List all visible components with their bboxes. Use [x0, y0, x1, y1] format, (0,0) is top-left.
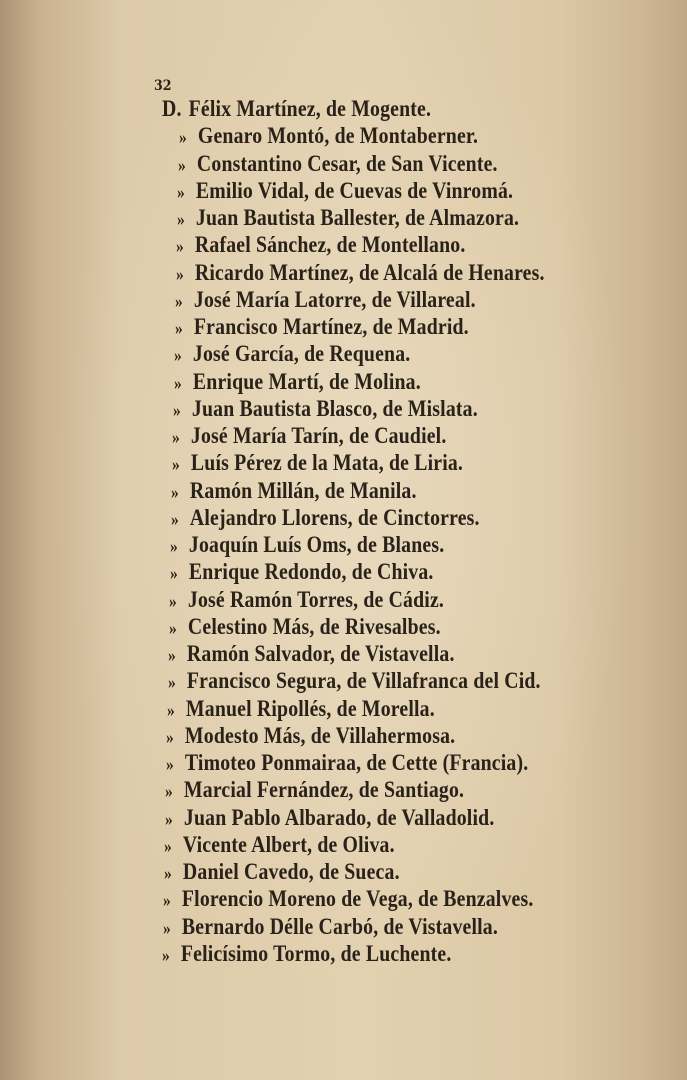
ditto-mark: »	[168, 617, 177, 638]
list-item	[178, 151, 498, 178]
list-item	[165, 777, 464, 804]
page-number: 32	[154, 78, 172, 94]
ditto-mark: »	[169, 563, 178, 584]
ditto-mark: »	[165, 754, 174, 774]
entry-text: Juan Pablo Albarado, de Valladolid.	[183, 804, 495, 830]
entry-text: Felicísimo Tormo, de Luchente.	[180, 940, 452, 966]
ditto-mark: »	[176, 236, 185, 257]
ditto-mark: »	[167, 672, 176, 693]
entry-text: Francisco Martínez, de Madrid.	[193, 314, 469, 339]
ditto-mark: »	[172, 427, 181, 447]
entry-text: Enrique Redondo, de Chiva.	[188, 559, 434, 585]
entry-text: Florencio Moreno de Vega, de Benzalves.	[182, 886, 534, 912]
ditto-mark: »	[174, 345, 183, 366]
ditto-mark: »	[162, 917, 171, 938]
ditto-mark: »	[170, 536, 179, 556]
entry-text: Enrique Martí, de Molina.	[192, 368, 421, 394]
entry-text: Marcial Fernández, de Santiago.	[184, 777, 465, 803]
list-item	[174, 369, 421, 396]
entry-text: Alejandro Llorens, de Cinctorres.	[189, 504, 480, 530]
entry-text: Ramón Salvador, de Vistavella.	[186, 641, 455, 666]
ditto-mark: »	[173, 399, 181, 420]
entry-text: Francisco Segura, de Villafranca del Cid.	[186, 668, 541, 694]
list-item	[177, 178, 513, 205]
entry-text: Juan Bautista Ballester, de Almazora.	[195, 205, 519, 230]
ditto-mark: »	[171, 481, 180, 502]
list-item	[174, 341, 410, 368]
ditto-mark: »	[174, 318, 183, 338]
entry-text: José Ramón Torres, de Cádiz.	[188, 586, 445, 612]
entry-text: Daniel Cavedo, de Sueca.	[182, 859, 400, 884]
entry-text: Emilio Vidal, de Cuevas de Vinromá.	[196, 177, 514, 203]
entry-text: Ramón Millán, de Manila.	[190, 477, 417, 503]
list-item	[162, 96, 431, 122]
list-item	[168, 668, 541, 695]
entry-text: Rafael Sánchez, de Montellano.	[195, 232, 466, 258]
entry-text: Timoteo Ponmairaa, de Cette (Francia).	[184, 750, 529, 775]
list-item	[167, 696, 435, 723]
list-item	[168, 641, 455, 668]
ditto-mark: »	[163, 863, 172, 883]
list-item	[176, 260, 545, 287]
ditto-mark: »	[162, 944, 170, 965]
entry-text: Constantino Cesar, de San Vicente.	[196, 150, 498, 176]
list-item	[175, 314, 469, 341]
ditto-mark: »	[173, 372, 182, 393]
list-item	[172, 450, 463, 477]
list-item	[179, 123, 478, 150]
list-item	[169, 587, 444, 614]
list-item	[163, 886, 533, 913]
ditto-mark: »	[166, 726, 175, 747]
entry-text: Joaquín Luís Oms, de Blanes.	[189, 532, 445, 557]
list-item	[164, 832, 395, 859]
entry-text: José María Latorre, de Villareal.	[194, 286, 476, 312]
list-item	[165, 805, 494, 832]
ditto-mark: »	[163, 890, 172, 911]
list-item	[162, 941, 451, 968]
entry-text: José García, de Requena.	[193, 341, 411, 367]
entry-text: Ricardo Martínez, de Alcalá de Henares.	[194, 259, 545, 285]
ditto-mark: »	[177, 154, 186, 175]
list-item	[166, 750, 528, 777]
ditto-mark: »	[168, 645, 176, 665]
list-item	[170, 532, 444, 559]
list-item	[173, 396, 478, 423]
list-item	[176, 232, 465, 259]
entry-text: Juan Bautista Blasco, de Mislata.	[191, 395, 478, 421]
list-item	[171, 478, 417, 505]
entry-text: José María Tarín, de Caudiel.	[191, 423, 447, 448]
list-item	[172, 423, 446, 450]
ditto-mark: »	[170, 508, 179, 529]
ditto-mark: »	[165, 781, 174, 802]
entry-text: Luís Pérez de la Mata, de Liria.	[190, 450, 463, 476]
entry-text: Genaro Montó, de Montaberner.	[197, 123, 478, 149]
entry-text: Manuel Ripollés, de Morella.	[185, 695, 435, 721]
entry-text: Bernardo Délle Carbó, de Vistavella.	[181, 913, 498, 939]
list-item	[171, 505, 480, 532]
honorific-prefix: D.	[162, 96, 182, 121]
list-item	[164, 859, 400, 886]
list-item	[175, 287, 476, 314]
list-item	[163, 914, 498, 941]
ditto-mark: »	[164, 835, 173, 856]
list-item	[170, 559, 434, 586]
ditto-mark: »	[164, 808, 173, 829]
ditto-mark: »	[178, 127, 187, 148]
list-item	[169, 614, 441, 641]
ditto-mark: »	[176, 209, 185, 229]
list-item	[166, 723, 455, 750]
ditto-mark: »	[171, 454, 180, 475]
entry-text: Celestino Más, de Rivesalbes.	[187, 613, 441, 639]
ditto-mark: »	[175, 290, 184, 311]
entry-text: Modesto Más, de Villahermosa.	[185, 722, 456, 748]
ditto-mark: »	[175, 263, 184, 284]
ditto-mark: »	[166, 699, 175, 720]
entry-text: Félix Martínez, de Mogente.	[188, 96, 432, 121]
ditto-mark: »	[177, 181, 186, 202]
entry-text: Vicente Albert, de Oliva.	[183, 831, 395, 857]
ditto-mark: »	[169, 590, 178, 611]
list-item	[177, 205, 519, 232]
